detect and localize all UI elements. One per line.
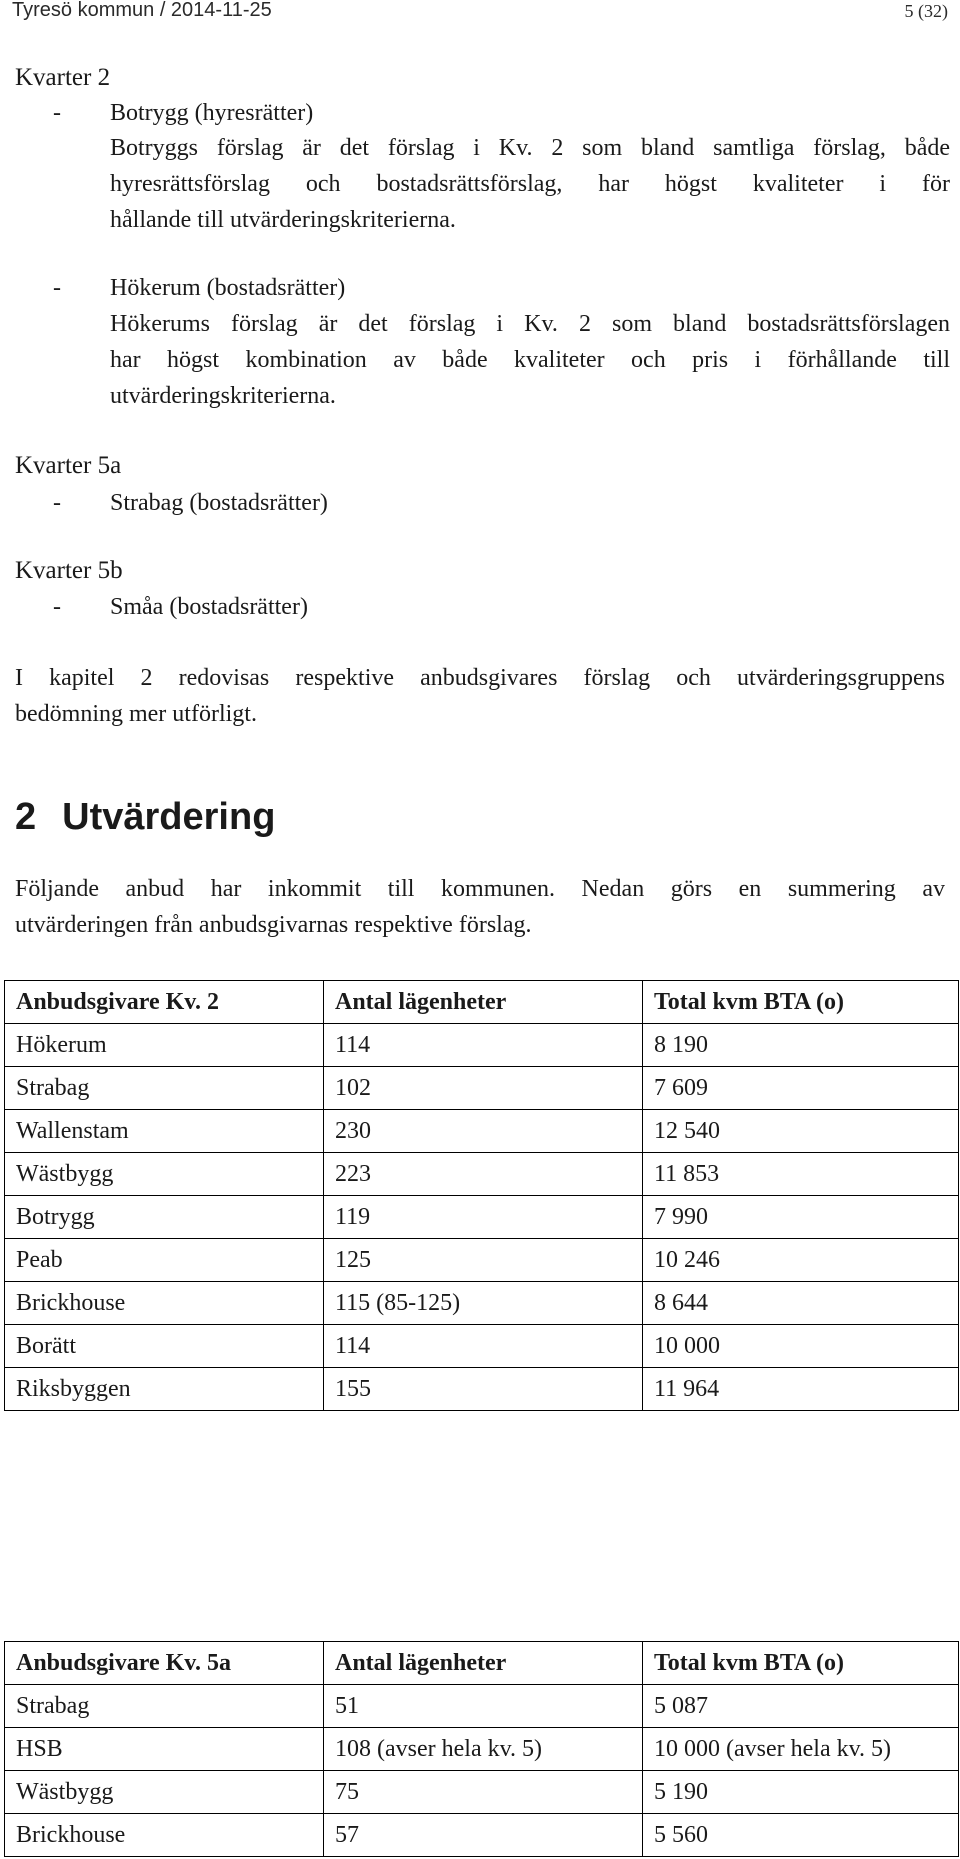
cell-bidder: Hökerum	[5, 1024, 324, 1067]
list-dash: -	[53, 100, 61, 126]
cell-bidder: Riksbyggen	[5, 1368, 324, 1411]
table-kv2	[4, 980, 959, 1411]
list-dash: -	[53, 594, 61, 620]
kvarter-5a-heading: Kvarter 5a	[15, 452, 122, 479]
section-title: Utvärdering	[62, 796, 276, 838]
cell-bta: 8 190	[643, 1024, 959, 1067]
strabag-5a-label: Strabag (bostadsrätter)	[110, 490, 328, 516]
intro-line-2: bedömning mer utförligt.	[15, 701, 257, 727]
kvarter-5b-heading: Kvarter 5b	[15, 557, 123, 584]
table-row	[5, 1325, 959, 1368]
cell-apartments: 115 (85-125)	[324, 1282, 643, 1325]
cell-bta: 7 609	[643, 1067, 959, 1110]
table-row	[5, 1110, 959, 1153]
botrygg-text-line-3: hållande till utvärderingskriterierna.	[110, 207, 456, 233]
cell-apartments: 102	[324, 1067, 643, 1110]
col-header-bidder: Anbudsgivare Kv. 5a	[5, 1642, 324, 1685]
cell-apartments: 230	[324, 1110, 643, 1153]
cell-apartments: 114	[324, 1024, 643, 1067]
cell-bidder: Strabag	[5, 1685, 324, 1728]
cell-bta: 5 087	[643, 1685, 959, 1728]
botrygg-label: Botrygg (hyresrätter)	[110, 100, 314, 126]
kvarter-2-heading: Kvarter 2	[15, 64, 111, 91]
smaa-5b-label: Småa (bostadsrätter)	[110, 594, 308, 620]
page-header-left: Tyresö kommun / 2014-11-25	[12, 0, 272, 21]
list-dash: -	[53, 490, 61, 516]
col-header-bidder: Anbudsgivare Kv. 2	[5, 981, 324, 1024]
section-text-line-1: Följande anbud har inkommit till kommunen. Nedan görs en summering av	[15, 876, 945, 902]
cell-bta: 11 853	[643, 1153, 959, 1196]
cell-apartments: 114	[324, 1325, 643, 1368]
cell-bta: 5 190	[643, 1771, 959, 1814]
section-heading	[15, 795, 275, 839]
section-number: 2	[15, 796, 37, 838]
table-row	[5, 1067, 959, 1110]
table-row	[5, 1814, 959, 1857]
cell-bidder: HSB	[5, 1728, 324, 1771]
table-row	[5, 1368, 959, 1411]
page-number: 5 (32)	[904, 1, 948, 21]
col-header-bta: Total kvm BTA (o)	[643, 981, 959, 1024]
col-header-apartments: Antal lägenheter	[324, 981, 643, 1024]
hokerum-text-line-2: har högst kombination av både kvaliteter och pris i förhållande till	[110, 347, 950, 373]
table-row	[5, 1771, 959, 1814]
cell-bidder: Wästbygg	[5, 1771, 324, 1814]
table-row	[5, 1153, 959, 1196]
table-header-row	[5, 1642, 959, 1685]
intro-line-1: I kapitel 2 redovisas respektive anbudsgivares förslag och utvärderingsgruppens	[15, 665, 945, 691]
hokerum-text-line-3: utvärderingskriterierna.	[110, 383, 336, 409]
cell-apartments: 155	[324, 1368, 643, 1411]
cell-bta: 8 644	[643, 1282, 959, 1325]
table-row	[5, 1728, 959, 1771]
cell-apartments: 75	[324, 1771, 643, 1814]
col-header-bta: Total kvm BTA (o)	[643, 1642, 959, 1685]
cell-apartments: 223	[324, 1153, 643, 1196]
cell-bta: 10 246	[643, 1239, 959, 1282]
cell-bta: 10 000 (avser hela kv. 5)	[643, 1728, 959, 1771]
cell-bidder: Wallenstam	[5, 1110, 324, 1153]
cell-bta: 11 964	[643, 1368, 959, 1411]
cell-apartments: 51	[324, 1685, 643, 1728]
cell-bidder: Wästbygg	[5, 1153, 324, 1196]
table-row	[5, 1024, 959, 1067]
table-row	[5, 1685, 959, 1728]
cell-apartments: 119	[324, 1196, 643, 1239]
list-dash: -	[53, 275, 61, 301]
cell-bidder: Borätt	[5, 1325, 324, 1368]
table-header-row	[5, 981, 959, 1024]
hokerum-label: Hökerum (bostadsrätter)	[110, 275, 346, 301]
cell-bta: 7 990	[643, 1196, 959, 1239]
table-row	[5, 1196, 959, 1239]
section-text-line-2: utvärderingen från anbudsgivarnas respektive förslag.	[15, 912, 532, 938]
botrygg-text-line-2: hyresrättsförslag och bostadsrättsförslag, har högst kvaliteter i för	[110, 171, 950, 197]
cell-bidder: Strabag	[5, 1067, 324, 1110]
col-header-apartments: Antal lägenheter	[324, 1642, 643, 1685]
cell-bidder: Botrygg	[5, 1196, 324, 1239]
table-row	[5, 1282, 959, 1325]
cell-bta: 12 540	[643, 1110, 959, 1153]
hokerum-text-line-1: Hökerums förslag är det förslag i Kv. 2 som bland bostadsrättsförslagen	[110, 311, 950, 337]
cell-bidder: Peab	[5, 1239, 324, 1282]
cell-bidder: Brickhouse	[5, 1282, 324, 1325]
cell-bta: 10 000	[643, 1325, 959, 1368]
cell-apartments: 108 (avser hela kv. 5)	[324, 1728, 643, 1771]
table-row	[5, 1239, 959, 1282]
table-kv5a	[4, 1641, 959, 1857]
cell-apartments: 125	[324, 1239, 643, 1282]
cell-apartments: 57	[324, 1814, 643, 1857]
botrygg-text-line-1: Botryggs förslag är det förslag i Kv. 2 som bland samtliga förslag, både	[110, 135, 950, 161]
cell-bidder: Brickhouse	[5, 1814, 324, 1857]
cell-bta: 5 560	[643, 1814, 959, 1857]
